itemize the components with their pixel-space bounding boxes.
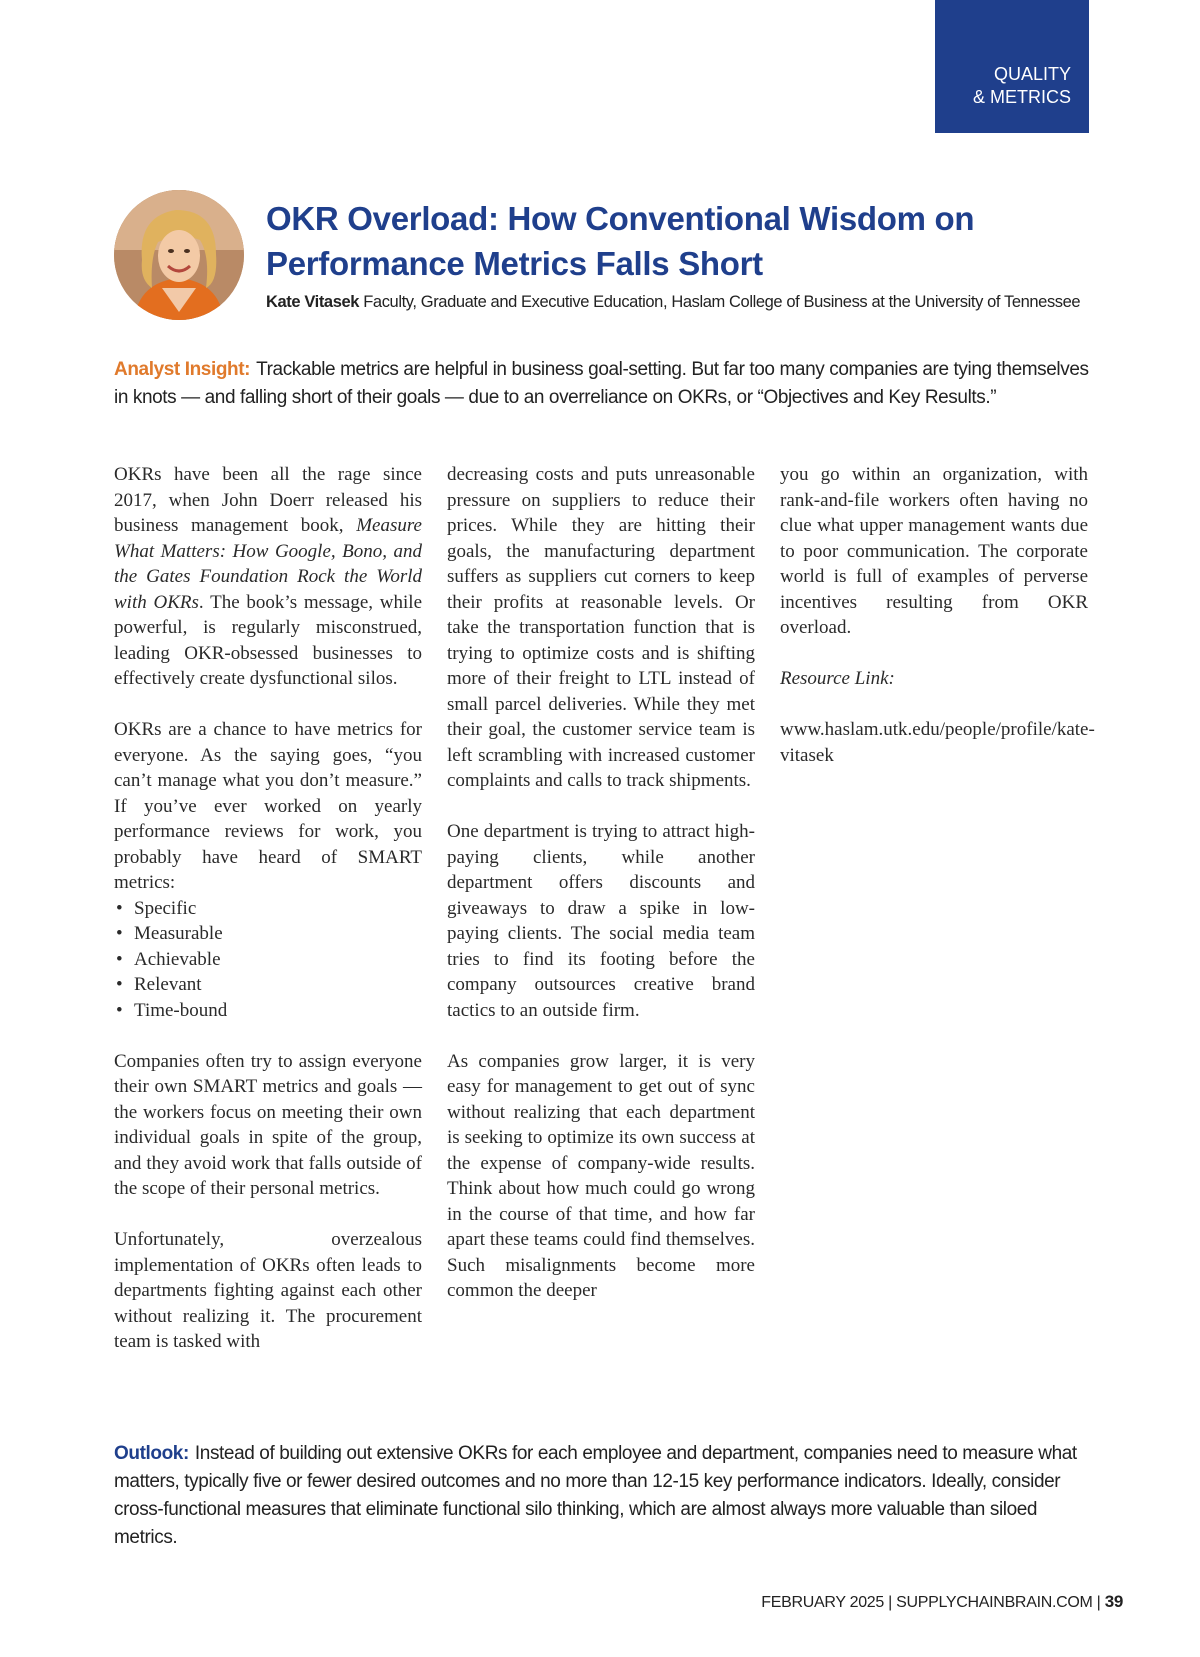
- intro-text-end: . The book’s message, while powerful, is regularly misconstrued, leading OKR-obsessed businesses to effectively create dysfunctional silos.: [114, 591, 423, 689]
- list-item: • Achievable: [114, 947, 422, 973]
- insight-text: Trackable metrics are helpful in business goal-setting. But far too many companies are tying themselves in knots — and falling short of their goals — due to an overreliance on OKRs, or “Objectives and Key Results.”: [114, 359, 1089, 408]
- paragraph-procurement: decreasing costs and puts unreasonable pressure on suppliers to reduce their prices. While they are hitting their goals, the manufacturing department suffers as suppliers cut corners to keep their profits at reasonable levels. Or take the transportation function that is trying to optimize costs and is shifting more of their freight to LTL instead of small parcel deliveries. While they met their goal, the customer service team is left scrambling with increased customer complaints and calls to track shipments.: [447, 464, 755, 791]
- list-item: • Time-bound: [114, 998, 422, 1024]
- resource-label: Resource Link:: [780, 668, 895, 689]
- author-title: Faculty, Graduate and Executive Education, Haslam College of Business at the University of Tennessee: [363, 293, 1081, 311]
- smart-list: [114, 896, 422, 1024]
- column-2: [447, 462, 755, 1304]
- resource-link[interactable]: www.haslam.utk.edu/people/profile/kate-vitasek: [780, 719, 1095, 766]
- author-byline: [266, 291, 1096, 313]
- paragraph-growth-end: you go within an organization, with rank-and-file workers often having no clue what upper management wants due to poor communication. The corporate world is full of examples of perverse incentives resulting from OKR overload.: [780, 464, 1088, 638]
- author-photo: [114, 190, 244, 320]
- list-item: • Measurable: [114, 921, 422, 947]
- author-portrait-icon: [114, 190, 244, 320]
- section-tab: [935, 0, 1089, 133]
- author-name: Kate Vitasek: [266, 293, 360, 311]
- section-line-1: QUALITY: [993, 64, 1071, 84]
- article-title: OKR Overload: How Conventional Wisdom on Performance Metrics Falls Short: [266, 200, 975, 282]
- insight-label: Analyst Insight:: [114, 359, 251, 380]
- column-3: [780, 462, 1095, 794]
- paragraph-growth: As companies grow larger, it is very easy for management to get out of sync without realizing that each department is seeking to optimize its own success at the expense of company-wide results. Think about how much could go wrong in the course of that time, and how far apart these teams could find themselves. Such misalignments become more common the deeper: [447, 1050, 755, 1301]
- paragraph-intro: [114, 462, 422, 692]
- list-item: • Relevant: [114, 972, 422, 998]
- paragraph-assign: Companies often try to assign everyone their own SMART metrics and goals — the workers focus on meeting their own individual goals in spite of the group, and they avoid work that falls outside of the scope of their personal metrics.: [114, 1050, 422, 1199]
- outlook-label: Outlook:: [114, 1443, 189, 1464]
- paragraph-departments: One department is trying to attract high-paying clients, while another department offers discounts and giveaways to draw a spike in low-paying clients. The social media team tries to find its footing before the company outsources creative brand tactics to an outside firm.: [447, 821, 755, 1021]
- analyst-insight: [114, 356, 1089, 412]
- outlook-text: Instead of building out extensive OKRs for each employee and department, companies need to measure what matters, typically five or fewer desired outcomes and no more than 12-15 key performance indicators. Ideally, consider cross-functional measures that eliminate functional silo thinking, which are almost always more valuable than siloed metrics.: [114, 1443, 1077, 1548]
- list-item: • Specific: [114, 896, 422, 922]
- page-number: 39: [1104, 1592, 1123, 1611]
- intro-text: OKRs have been all the rage since 2017, when John Doerr released his business management book,: [114, 464, 422, 536]
- paragraph-smart: OKRs are a chance to have metrics for everyone. As the saying goes, “you can’t manage what you don’t measure.” If you’ve ever worked on yearly performance reviews for work, you probably have heard of SMART metrics:: [114, 719, 422, 893]
- section-line-2: & METRICS: [972, 87, 1071, 107]
- column-1: [114, 462, 422, 1355]
- footer-text: FEBRUARY 2025 | SUPPLYCHAINBRAIN.COM |: [761, 1594, 1105, 1611]
- outlook: [114, 1440, 1089, 1552]
- page-footer: [761, 1592, 1123, 1612]
- paragraph-overzealous: Unfortunately, overzealous implementation of OKRs often leads to departments fighting against each other without realizing it. The procurement team is tasked with: [114, 1229, 422, 1352]
- book-title: Measure What Matters: How Google, Bono, and the Gates Foundation Rock the World with OKRs: [114, 515, 422, 613]
